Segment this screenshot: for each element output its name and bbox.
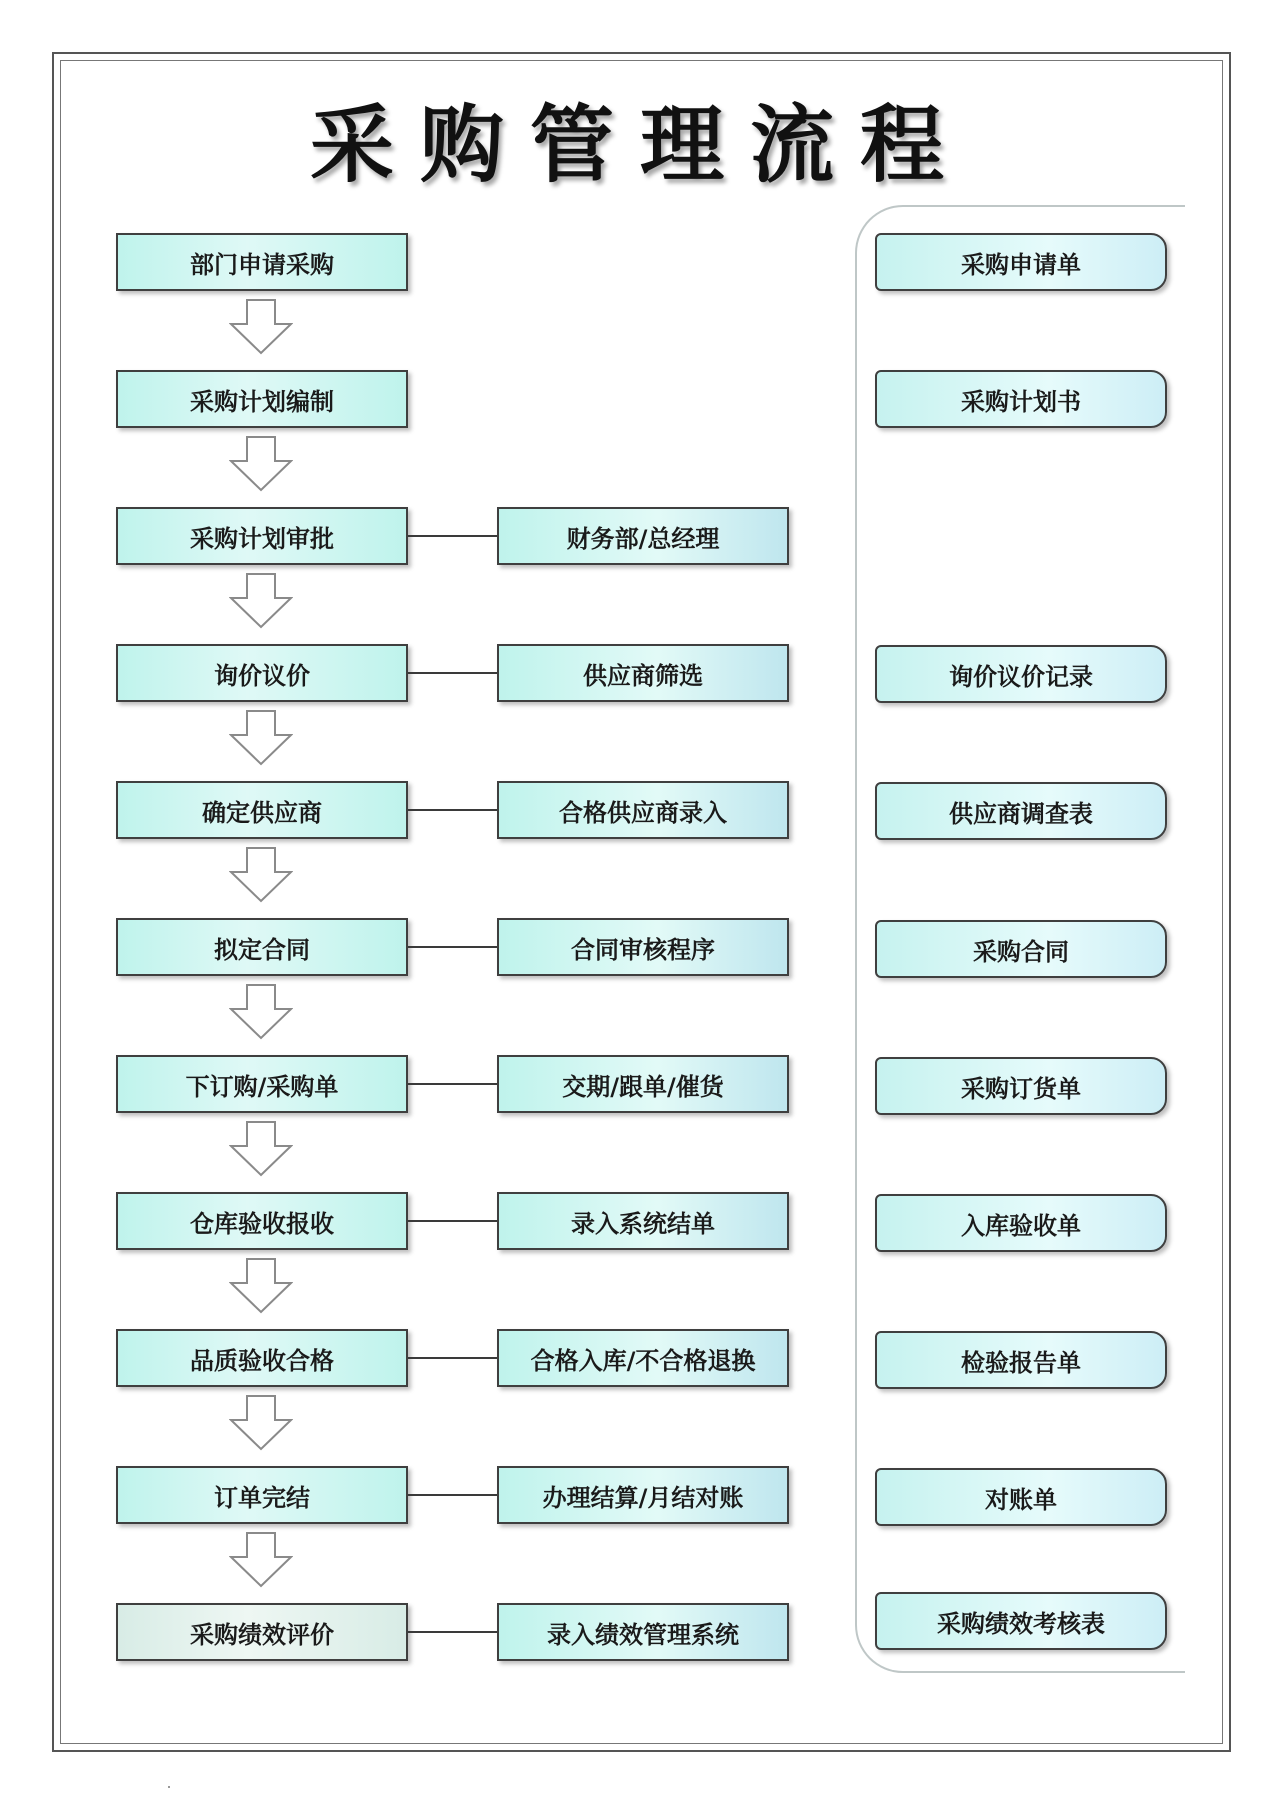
action-box: 合格入库/不合格退换 xyxy=(497,1329,789,1387)
down-arrow-icon xyxy=(229,1121,293,1177)
down-arrow-icon xyxy=(229,984,293,1040)
action-box: 录入系统结单 xyxy=(497,1192,789,1250)
document-box: 入库验收单 xyxy=(875,1194,1167,1252)
document-box: 对账单 xyxy=(875,1468,1167,1526)
step-box: 采购计划审批 xyxy=(116,507,408,565)
down-arrow-icon xyxy=(229,1258,293,1314)
connector-line xyxy=(408,1083,497,1085)
connector-line xyxy=(408,1494,497,1496)
step-box: 询价议价 xyxy=(116,644,408,702)
document-box: 采购计划书 xyxy=(875,370,1167,428)
action-box: 录入绩效管理系统 xyxy=(497,1603,789,1661)
down-arrow-icon xyxy=(229,710,293,766)
step-box: 仓库验收报收 xyxy=(116,1192,408,1250)
action-box: 供应商筛选 xyxy=(497,644,789,702)
down-arrow-icon xyxy=(229,573,293,629)
step-box: 订单完结 xyxy=(116,1466,408,1524)
connector-line xyxy=(408,535,497,537)
document-box: 检验报告单 xyxy=(875,1331,1167,1389)
down-arrow-icon xyxy=(229,436,293,492)
connector-line xyxy=(408,1357,497,1359)
action-box: 合格供应商录入 xyxy=(497,781,789,839)
down-arrow-icon xyxy=(229,299,293,355)
step-box: 采购绩效评价 xyxy=(116,1603,408,1661)
step-box: 品质验收合格 xyxy=(116,1329,408,1387)
action-box: 财务部/总经理 xyxy=(497,507,789,565)
document-box: 询价议价记录 xyxy=(875,645,1167,703)
down-arrow-icon xyxy=(229,1532,293,1588)
document-box: 供应商调查表 xyxy=(875,782,1167,840)
step-box: 部门申请采购 xyxy=(116,233,408,291)
action-box: 办理结算/月结对账 xyxy=(497,1466,789,1524)
action-box: 交期/跟单/催货 xyxy=(497,1055,789,1113)
connector-line xyxy=(408,1631,497,1633)
step-box: 确定供应商 xyxy=(116,781,408,839)
document-box: 采购申请单 xyxy=(875,233,1167,291)
step-box: 拟定合同 xyxy=(116,918,408,976)
down-arrow-icon xyxy=(229,1395,293,1451)
document-box: 采购订货单 xyxy=(875,1057,1167,1115)
connector-line xyxy=(408,809,497,811)
step-box: 采购计划编制 xyxy=(116,370,408,428)
speck xyxy=(168,1786,170,1788)
step-box: 下订购/采购单 xyxy=(116,1055,408,1113)
document-box: 采购合同 xyxy=(875,920,1167,978)
connector-line xyxy=(408,946,497,948)
connector-line xyxy=(408,1220,497,1222)
document-box: 采购绩效考核表 xyxy=(875,1592,1167,1650)
connector-line xyxy=(408,672,497,674)
page-title: 采购管理流程 xyxy=(309,96,970,194)
action-box: 合同审核程序 xyxy=(497,918,789,976)
down-arrow-icon xyxy=(229,847,293,903)
